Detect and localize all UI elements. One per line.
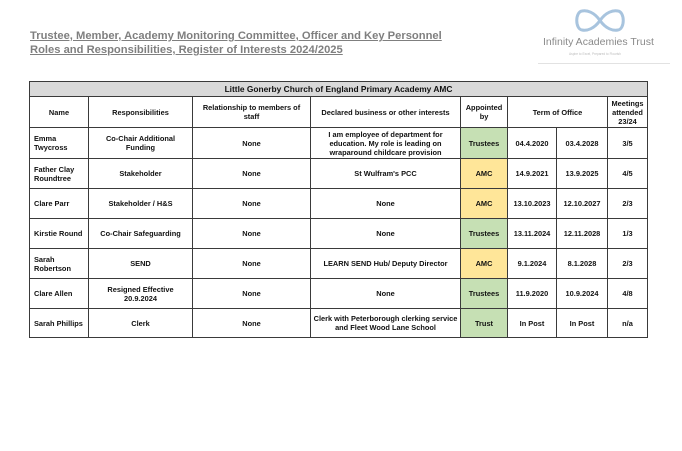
header-declared-interests: Declared business or other interests	[311, 97, 461, 128]
cell-relationship: None	[193, 219, 311, 249]
cell-term-end: 12.10.2027	[557, 189, 608, 219]
cell-name: Kirstie Round	[30, 219, 89, 249]
cell-declared-interests: None	[311, 189, 461, 219]
header-name: Name	[30, 97, 89, 128]
header-term-of-office: Term of Office	[508, 97, 608, 128]
header-relationship: Relationship to members of staff	[193, 97, 311, 128]
cell-term-end: 12.11.2028	[557, 219, 608, 249]
cell-term-end: 03.4.2028	[557, 128, 608, 159]
table-row	[30, 309, 648, 338]
cell-appointed-by: Trust	[461, 309, 508, 338]
header-appointed-by: Appointed by	[461, 97, 508, 128]
cell-responsibilities: Co-Chair Safeguarding	[89, 219, 193, 249]
cell-meetings: 2/3	[608, 249, 648, 279]
cell-declared-interests: I am employee of department for education. My role is leading on wraparound childcare provision	[311, 128, 461, 159]
cell-relationship: None	[193, 249, 311, 279]
trust-name: Infinity Academies Trust	[543, 36, 654, 48]
cell-term-start: 13.10.2023	[508, 189, 557, 219]
cell-appointed-by: AMC	[461, 249, 508, 279]
cell-term-start: In Post	[508, 309, 557, 338]
cell-relationship: None	[193, 189, 311, 219]
cell-responsibilities: Clerk	[89, 309, 193, 338]
header-meetings-attended: Meetings attended 23/24	[608, 97, 648, 128]
cell-appointed-by: Trustees	[461, 279, 508, 309]
cell-name: Father Clay Roundtree	[30, 159, 89, 189]
cell-declared-interests: Clerk with Peterborough clerking service and Fleet Wood Lane School	[311, 309, 461, 338]
cell-term-start: 11.9.2020	[508, 279, 557, 309]
trust-logo	[538, 7, 668, 63]
cell-name: Emma Twycross	[30, 128, 89, 159]
cell-declared-interests: None	[311, 219, 461, 249]
table-row	[30, 279, 648, 309]
table-row	[30, 249, 648, 279]
cell-meetings: 4/8	[608, 279, 648, 309]
table-row	[30, 219, 648, 249]
cell-term-start: 14.9.2021	[508, 159, 557, 189]
cell-appointed-by: Trustees	[461, 219, 508, 249]
cell-relationship: None	[193, 279, 311, 309]
cell-relationship: None	[193, 309, 311, 338]
table-caption: Little Gonerby Church of England Primary Academy AMC	[30, 82, 648, 97]
table-row	[30, 159, 648, 189]
document-title	[30, 29, 442, 57]
infinity-logo-icon	[572, 7, 628, 34]
table-header-row	[30, 97, 648, 128]
cell-declared-interests: None	[311, 279, 461, 309]
cell-term-start: 9.1.2024	[508, 249, 557, 279]
cell-appointed-by: Trustees	[461, 128, 508, 159]
cell-relationship: None	[193, 159, 311, 189]
cell-meetings: n/a	[608, 309, 648, 338]
cell-term-end: In Post	[557, 309, 608, 338]
cell-name: Clare Allen	[30, 279, 89, 309]
cell-name: Sarah Robertson	[30, 249, 89, 279]
cell-relationship: None	[193, 128, 311, 159]
cell-term-end: 10.9.2024	[557, 279, 608, 309]
logo-divider	[538, 63, 670, 64]
cell-term-end: 8.1.2028	[557, 249, 608, 279]
document-title-line-1: Trustee, Member, Academy Monitoring Committee, Officer and Key Personnel	[30, 30, 442, 42]
cell-appointed-by: AMC	[461, 159, 508, 189]
cell-meetings: 1/3	[608, 219, 648, 249]
cell-name: Sarah Phillips	[30, 309, 89, 338]
cell-meetings: 3/5	[608, 128, 648, 159]
register-table	[29, 81, 648, 338]
table-row	[30, 189, 648, 219]
cell-responsibilities: Stakeholder / H&S	[89, 189, 193, 219]
cell-name: Clare Parr	[30, 189, 89, 219]
header-responsibilities: Responsibilities	[89, 97, 193, 128]
document-title-line-2: Roles and Responsibilities, Register of Interests 2024/2025	[30, 44, 343, 56]
cell-meetings: 4/5	[608, 159, 648, 189]
cell-term-start: 04.4.2020	[508, 128, 557, 159]
cell-declared-interests: LEARN SEND Hub/ Deputy Director	[311, 249, 461, 279]
cell-responsibilities: Co-Chair Additional Funding	[89, 128, 193, 159]
cell-appointed-by: AMC	[461, 189, 508, 219]
cell-term-start: 13.11.2024	[508, 219, 557, 249]
cell-term-end: 13.9.2025	[557, 159, 608, 189]
cell-responsibilities: SEND	[89, 249, 193, 279]
table-row	[30, 128, 648, 159]
cell-responsibilities: Stakeholder	[89, 159, 193, 189]
cell-meetings: 2/3	[608, 189, 648, 219]
trust-tagline: Aspire to Excel, Prepared to Flourish	[569, 52, 621, 56]
cell-declared-interests: St Wulfram's PCC	[311, 159, 461, 189]
cell-responsibilities: Resigned Effective 20.9.2024	[89, 279, 193, 309]
